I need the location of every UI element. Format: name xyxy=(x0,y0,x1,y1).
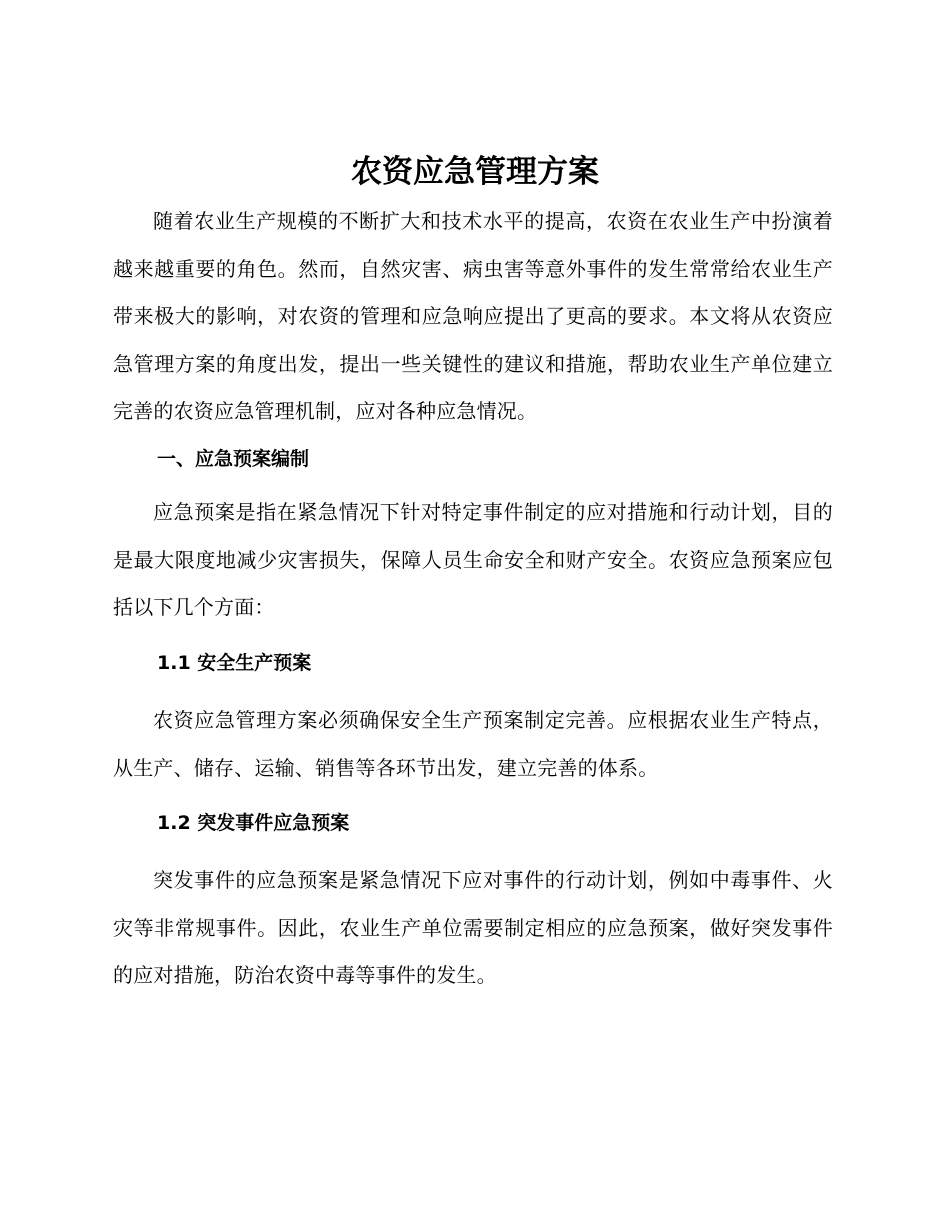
document-title: 农资应急管理方案 xyxy=(351,154,599,190)
section-heading-emergency-events: 1.2 突发事件应急预案 xyxy=(157,812,350,834)
section-paragraph-emergency-events: 突发事件的应急预案是紧急情况下应对事件的行动计划，例如中毒事件、火灾等非常规事件。因此，农业生产单位需要制定相应的应急预案，做好突发事件的应对措施，防治农资中毒等事件的发生。 xyxy=(113,868,833,987)
section-paragraph-safety-production: 农资应急管理方案必须确保安全生产预案制定完善。应根据农业生产特点，从生产、储存、运输、销售等各环节出发，建立完善的体系。 xyxy=(113,708,833,780)
section-paragraph-emergency-plan: 应急预案是指在紧急情况下针对特定事件制定的应对措施和行动计划，目的是最大限度地减少灾害损失，保障人员生命安全和财产安全。农资应急预案应包括以下几个方面： xyxy=(113,500,833,619)
section-heading-safety-production: 1.1 安全生产预案 xyxy=(157,652,312,674)
section-heading-emergency-plan: 一、应急预案编制 xyxy=(157,448,310,470)
intro-paragraph: 随着农业生产规模的不断扩大和技术水平的提高，农资在农业生产中扮演着越来越重要的角色。然而，自然灾害、病虫害等意外事件的发生常常给农业生产带来极大的影响，对农资的管理和应急响应提出了更高的要求。本文将从农资应急管理方案的角度出发，提出一些关键性的建议和措施，帮助农业生产单位建立完善的农资应急管理机制，应对各种应急情况。 xyxy=(113,209,833,423)
